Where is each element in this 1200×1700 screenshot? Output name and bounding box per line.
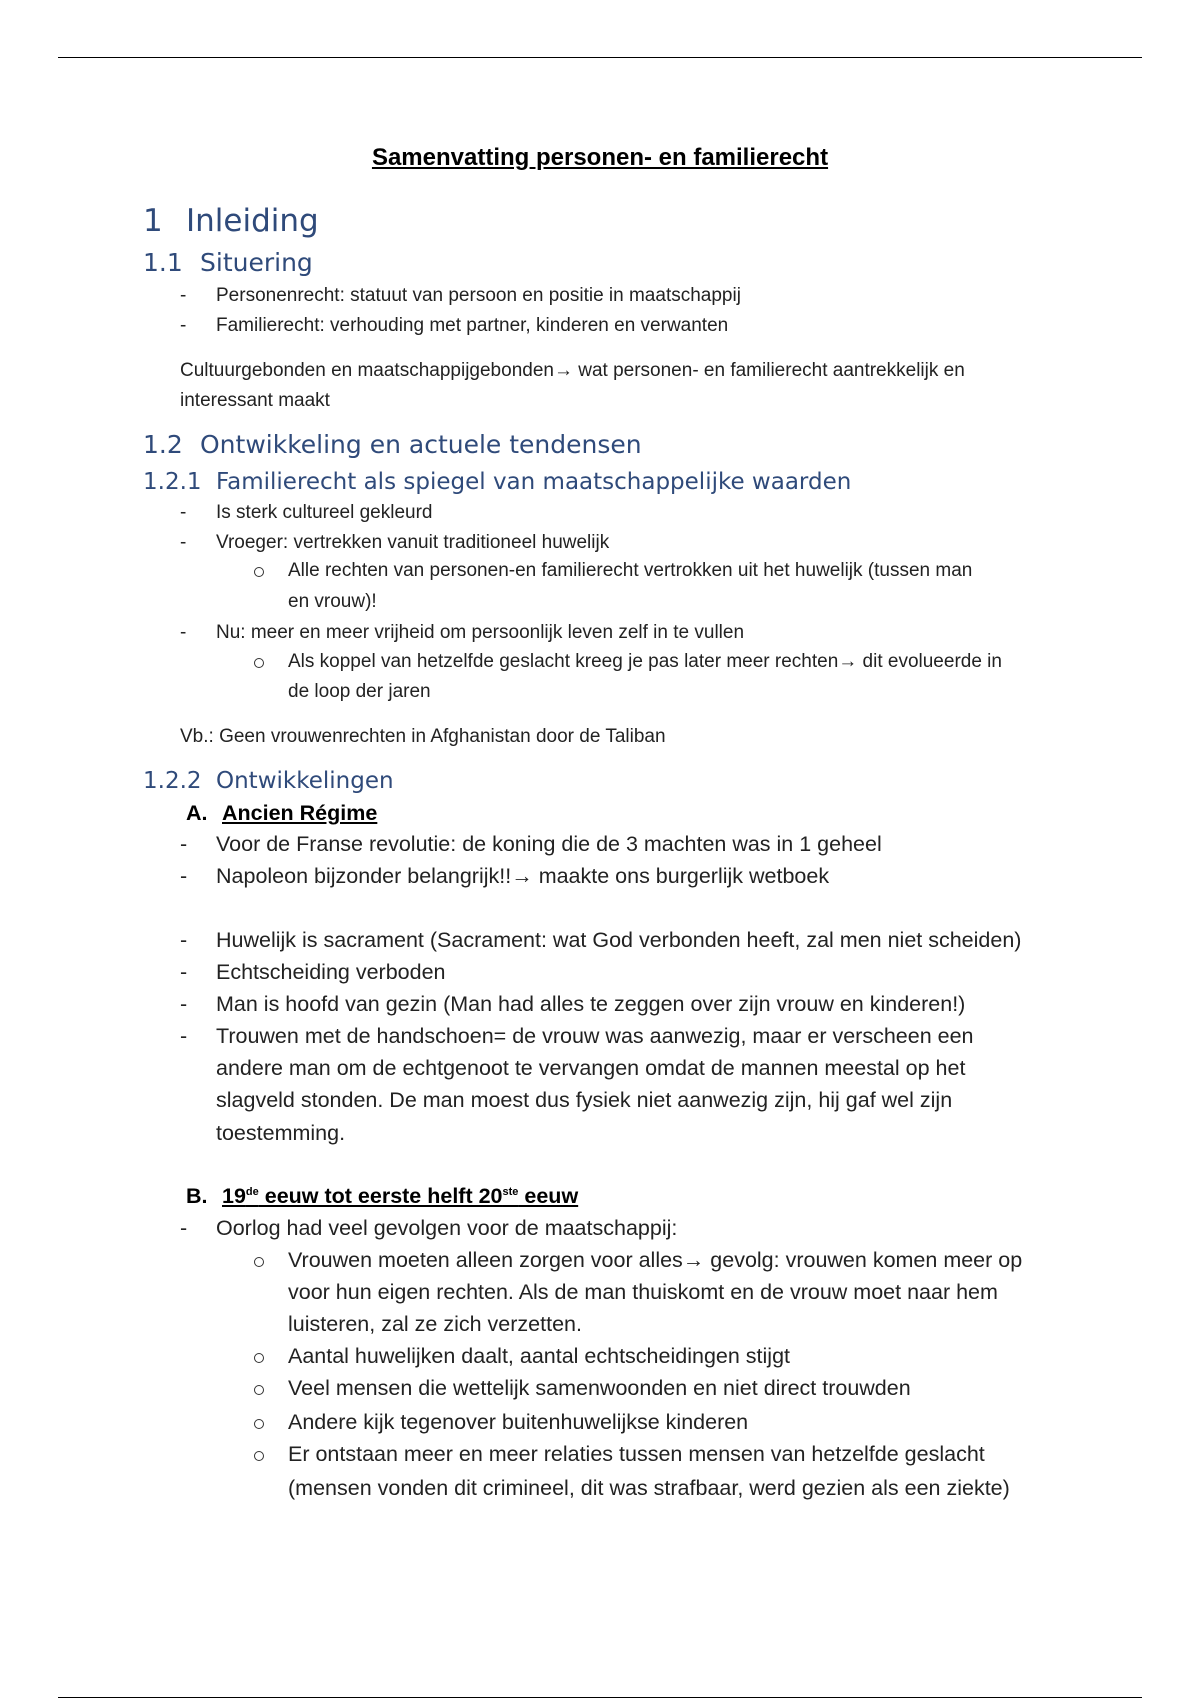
bullet-dash: - (180, 315, 187, 336)
heading-1-1 (143, 248, 313, 277)
heading-text: Inleiding (186, 203, 319, 239)
heading-1-2-1 (143, 469, 851, 495)
sub-list-item: Er ontstaan meer en meer relaties tussen mensen van hetzelfde geslacht (288, 1442, 985, 1466)
bullet-dash: - (180, 1024, 188, 1048)
subsection-title (222, 1184, 578, 1208)
title-part: eeuw (518, 1184, 579, 1208)
list-item: Personenrecht: statuut van persoon en positie in maatschappij (216, 285, 741, 306)
title-superscript: de (245, 1185, 259, 1198)
list-item-continued: andere man om de echtgenoot te vervangen omdat de mannen meestal op het (216, 1056, 966, 1080)
header-rule (58, 57, 1142, 58)
subsection-title: Ancien Régime (222, 801, 378, 825)
paragraph-line: interessant maakt (180, 390, 330, 411)
title-superscript: ste (502, 1185, 519, 1198)
bullet-dash: - (180, 928, 188, 952)
heading-number: 1.2.2 (143, 768, 202, 794)
heading-number: 1.2.1 (143, 469, 202, 495)
heading-1-2 (143, 430, 642, 459)
footer-rule (58, 1697, 1142, 1698)
list-item: Vroeger: vertrekken vanuit traditioneel huwelijk (216, 532, 610, 553)
heading-text: Situering (200, 248, 313, 277)
bullet-circle (254, 658, 264, 668)
bullet-dash: - (180, 832, 188, 856)
title-part: 19 (222, 1184, 246, 1208)
sub-list-item: Veel mensen die wettelijk samenwoonden en niet direct trouwden (288, 1376, 911, 1400)
heading-1 (143, 203, 319, 239)
subsection-letter: A. (186, 801, 208, 825)
sub-list-item-continued: en vrouw)! (288, 591, 377, 612)
subsection-letter: B. (186, 1184, 208, 1208)
example-paragraph: Vb.: Geen vrouwenrechten in Afghanistan door de Taliban (180, 726, 666, 747)
list-item: Man is hoofd van gezin (Man had alles te zeggen over zijn vrouw en kinderen!) (216, 992, 966, 1016)
title-part: eeuw tot eerste helft 20 (258, 1184, 503, 1208)
sub-list-item-continued: luisteren, zal ze zich verzetten. (288, 1312, 582, 1336)
list-item: Napoleon bijzonder belangrijk!!→ maakte ons burgerlijk wetboek (216, 864, 830, 888)
document-title: Samenvatting personen- en familierecht (371, 144, 829, 171)
bullet-dash: - (180, 285, 187, 306)
bullet-circle (254, 1385, 264, 1395)
sub-list-item-continued: (mensen vonden dit crimineel, dit was strafbaar, werd gezien als een ziekte) (288, 1476, 1010, 1500)
heading-text: Ontwikkelingen (216, 768, 394, 794)
heading-text: Ontwikkeling en actuele tendensen (200, 430, 642, 459)
list-item: Familierecht: verhouding met partner, kinderen en verwanten (216, 315, 729, 336)
list-item: Is sterk cultureel gekleurd (216, 502, 433, 523)
sub-list-item-continued: de loop der jaren (288, 681, 431, 702)
list-item: Trouwen met de handschoen= de vrouw was aanwezig, maar er verscheen een (216, 1024, 974, 1048)
sub-list-item: Vrouwen moeten alleen zorgen voor alles→ gevolg: vrouwen komen meer op (288, 1248, 1023, 1272)
heading-1-2-2 (143, 768, 394, 794)
list-item: Oorlog had veel gevolgen voor de maatschappij: (216, 1216, 678, 1240)
bullet-circle (254, 567, 264, 577)
bullet-circle (254, 1451, 264, 1461)
bullet-dash: - (180, 502, 187, 523)
bullet-dash: - (180, 864, 188, 888)
list-item-continued: slagveld stonden. De man moest dus fysiek niet aanwezig zijn, hij gaf wel zijn (216, 1088, 953, 1112)
sub-list-item: Alle rechten van personen-en familierecht vertrokken uit het huwelijk (tussen man (288, 560, 973, 581)
heading-number: 1.1 (143, 248, 183, 277)
bullet-dash: - (180, 1216, 188, 1240)
bullet-circle (254, 1353, 264, 1363)
bullet-dash: - (180, 622, 187, 643)
sub-list-item: Als koppel van hetzelfde geslacht kreeg je pas later meer rechten→ dit evolueerde in (288, 651, 1002, 672)
bullet-circle (254, 1257, 264, 1267)
subsection-a (186, 801, 377, 826)
list-item: Huwelijk is sacrament (Sacrament: wat God verbonden heeft, zal men niet scheiden) (216, 928, 1022, 952)
heading-number: 1.2 (143, 430, 183, 459)
list-item: Echtscheiding verboden (216, 960, 446, 984)
list-item-continued: toestemming. (216, 1121, 346, 1145)
bullet-dash: - (180, 992, 188, 1016)
list-item: Voor de Franse revolutie: de koning die de 3 machten was in 1 geheel (216, 832, 882, 856)
list-item: Nu: meer en meer vrijheid om persoonlijk leven zelf in te vullen (216, 622, 745, 643)
sub-list-item: Andere kijk tegenover buitenhuwelijkse kinderen (288, 1410, 749, 1434)
heading-text: Familierecht als spiegel van maatschappelijke waarden (216, 469, 852, 495)
sub-list-item-continued: voor hun eigen rechten. Als de man thuiskomt en de vrouw moet naar hem (288, 1280, 998, 1304)
bullet-dash: - (180, 960, 188, 984)
heading-number: 1 (143, 203, 163, 239)
bullet-circle (254, 1419, 264, 1429)
sub-list-item: Aantal huwelijken daalt, aantal echtscheidingen stijgt (288, 1344, 790, 1368)
paragraph-line: Cultuurgebonden en maatschappijgebonden→ wat personen- en familierecht aantrekkelijk en (180, 360, 965, 381)
bullet-dash: - (180, 532, 187, 553)
subsection-b (186, 1184, 578, 1209)
